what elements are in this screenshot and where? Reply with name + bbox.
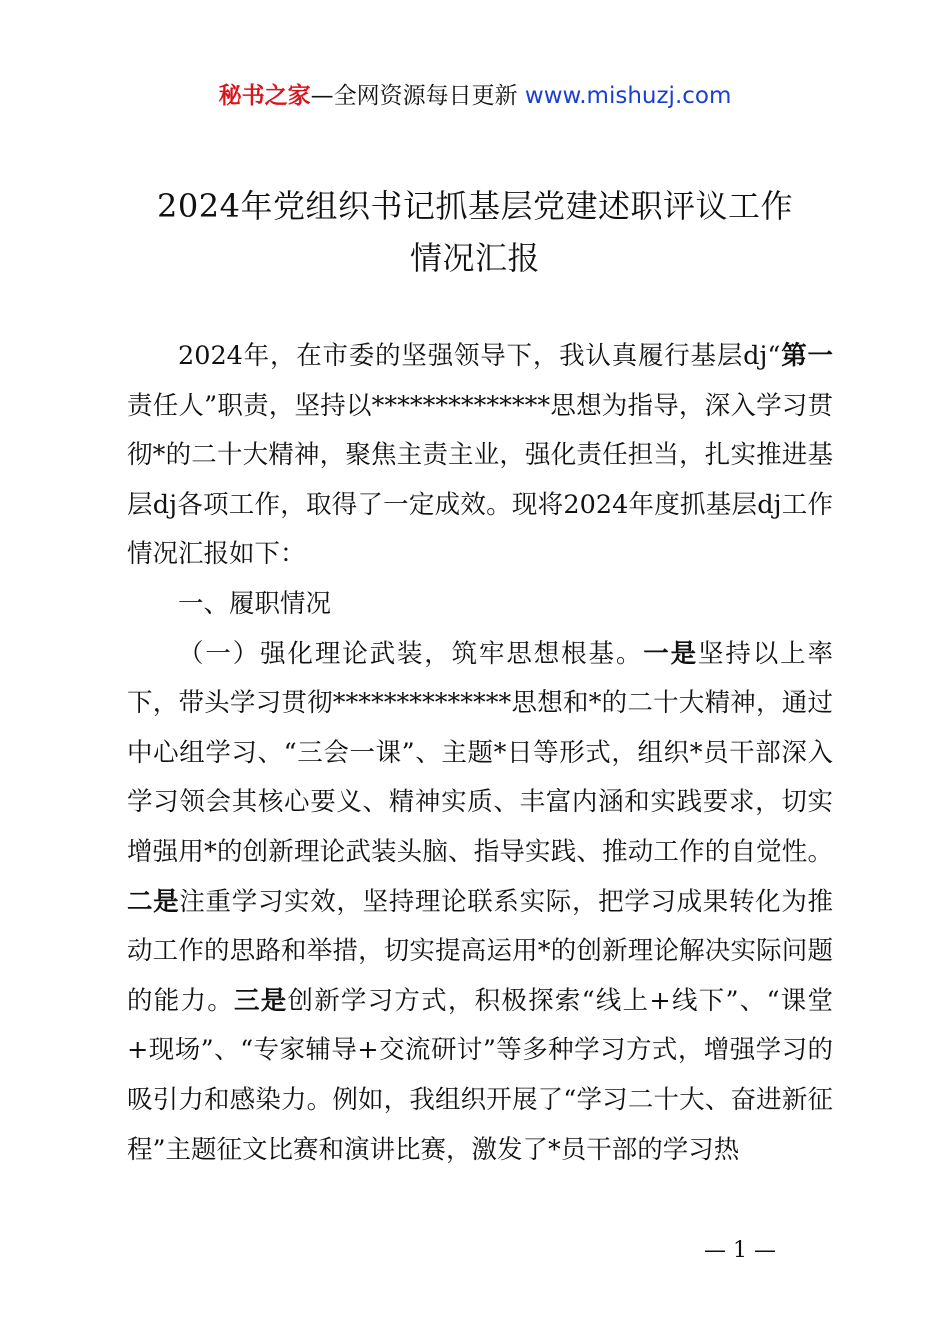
site-url-link[interactable]: www.mishuzj.com (524, 83, 732, 109)
site-brand: 秘书之家 (218, 83, 311, 109)
document-title-line-2: 情况汇报 (409, 239, 540, 277)
point-marker-2: 二是 (127, 886, 180, 917)
point-text-2: 注重学习实效，坚持理论联系实际，把学习成果转化为推动工作的思路和举措，切实提高运用*的创新理论解决实际问题的能力。 (127, 886, 833, 1016)
site-slogan: —全网资源每日更新 (310, 83, 525, 109)
document-title (80, 180, 870, 284)
site-header (0, 78, 950, 114)
intro-text-2: 责任人”职责，坚持以**************思想为指导，深入学习贯彻*的二十大精神，聚焦主责主业，强化责任担当，扎实推进基层dj各项工作，取得了一定成效。现将2024年度抓基层dj工作情况汇报如下： (127, 390, 833, 570)
section-1-paragraph-1 (127, 630, 833, 1176)
point-marker-3: 三是 (233, 985, 288, 1016)
intro-bold-text: 第一 (780, 341, 833, 371)
document-body (127, 332, 833, 1175)
point-marker-1: 一是 (643, 638, 698, 669)
subsection-heading: （一）强化理论武装，筑牢思想根基。 (178, 638, 644, 669)
point-text-1: 坚持以上率下，带头学习贯彻**************思想和*的二十大精神，通过中心组学习、“三会一课”、主题*日等形式，组织*员干部深入学习领会其核心要义、精神实质、丰富内涵和实践要求，切实增强用*的创新理论武装头脑、指导实践、推动工作的自觉性。 (127, 638, 833, 867)
point-text-3: 创新学习方式，积极探索“线上+线下”、“课堂+现场”、“专家辅导+交流研讨”等多种学习方式，增强学习的吸引力和感染力。例如，我组织开展了“学习二十大、奋进新征程”主题征文比赛和演讲比赛，激发了*员干部的学习热 (127, 985, 833, 1165)
intro-text-1: 2024年，在市委的坚强领导下，我认真履行基层dj“ (178, 341, 781, 371)
page-number: — 1 — (704, 1238, 776, 1263)
document-title-line-1: 2024年党组织书记抓基层党建述职评议工作 (157, 187, 793, 225)
intro-paragraph (127, 332, 833, 580)
section-heading-1: 一、履职情况 (178, 588, 332, 619)
